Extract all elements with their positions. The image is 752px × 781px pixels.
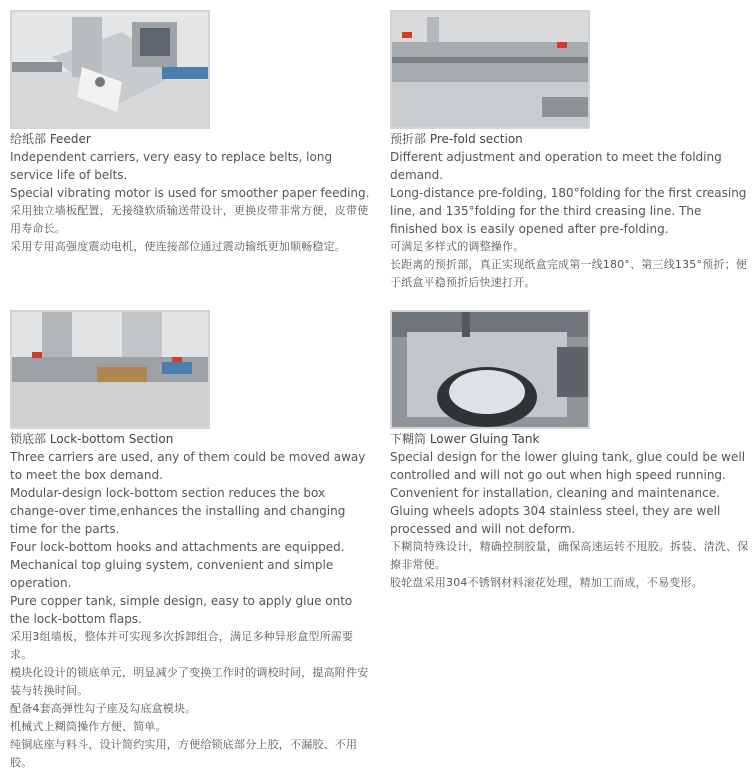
text-line: Different adjustment and operation to meet the folding demand. (390, 150, 722, 182)
text-line: Four lock-bottom hooks and attachments are equipped. (10, 540, 345, 554)
section-feeder (10, 10, 370, 256)
gluing-tank-photo (390, 310, 590, 429)
text-line: 配备4套高弹性勾子座及勾底盒模块。 (10, 702, 197, 715)
section-gluing-tank (390, 310, 750, 592)
text-line: Special vibrating motor is used for smoother paper feeding. (10, 186, 370, 200)
text-line: Special design for the lower gluing tank, glue could be well controlled and will not go out when high speed running. (390, 450, 746, 482)
text-line: 采用3组墙板，整体并可实现多次拆卸组合，满足多种异形盒型所需要求。 (10, 630, 354, 661)
section-prefold (390, 10, 750, 292)
section-heading: 预折部 Pre-fold section (390, 132, 523, 146)
prefold-machine-photo (390, 10, 590, 129)
text-line: Three carriers are used, any of them could be moved away to meet the box demand. (10, 450, 366, 482)
text-line: Independent carriers, very easy to replace belts, long service life of belts. (10, 150, 333, 182)
text-line: 下糊筒特殊设计，精确控制胶量，确保高速运转不甩胶。拆装、清洗、保撩非常便。 (390, 540, 749, 571)
text-line: Long-distance pre-folding, 180°folding for the first creasing line, and 135°folding for the third creasing line. The finished box is easily opened after pre-folding. (390, 186, 747, 236)
text-line: Mechanical top gluing system, convenient and simple operation. (10, 558, 334, 590)
section-heading: 给纸部 Feeder (10, 132, 91, 146)
text-line: 长距离的预折部，真正实现纸盒完成第一线180°、第三线135°预折；便于纸盒平稳预折后快速打开。 (390, 258, 747, 289)
text-line: 胶轮盘采用304不锈钢材料滚花处理，精加工而成，不易变形。 (390, 576, 703, 589)
lockbottom-machine-photo (10, 310, 210, 429)
text-line: 采用专用高强度震动电机，使连接部位通过震动输纸更加顺畅稳定。 (10, 240, 346, 253)
text-line: Convenient for installation, cleaning and maintenance. (390, 486, 720, 500)
text-line: Modular-design lock-bottom section reduces the box change-over time,enhances the installing and changing time for the parts. (10, 486, 346, 536)
text-line: Gluing wheels adopts 304 stainless steel, they are well processed and will not deform. (390, 504, 721, 536)
text-line: 可满足多样式的调整操作。 (390, 240, 525, 253)
section-heading: 下糊筒 Lower Gluing Tank (390, 432, 540, 446)
text-line: 采用独立墙板配置，无接缝软质输送带设计，更换皮带非常方便，皮带使用寿命长。 (10, 204, 369, 235)
text-line: 模块化设计的锁底单元，明显减少了变换工作时的调校时间，提高附件安装与转换时间。 (10, 666, 369, 697)
text-line: 纯铜底座与料斗，设计简约实用，方便给锁底部分上胶，不漏胶、不用胶。 (10, 738, 358, 769)
text-line: Pure copper tank, simple design, easy to apply glue onto the lock-bottom flaps. (10, 594, 353, 626)
text-line: 机械式上糊筒操作方便、简单。 (10, 720, 167, 733)
feeder-machine-photo (10, 10, 210, 129)
section-lockbottom (10, 310, 370, 772)
section-heading: 锁底部 Lock-bottom Section (10, 432, 174, 446)
